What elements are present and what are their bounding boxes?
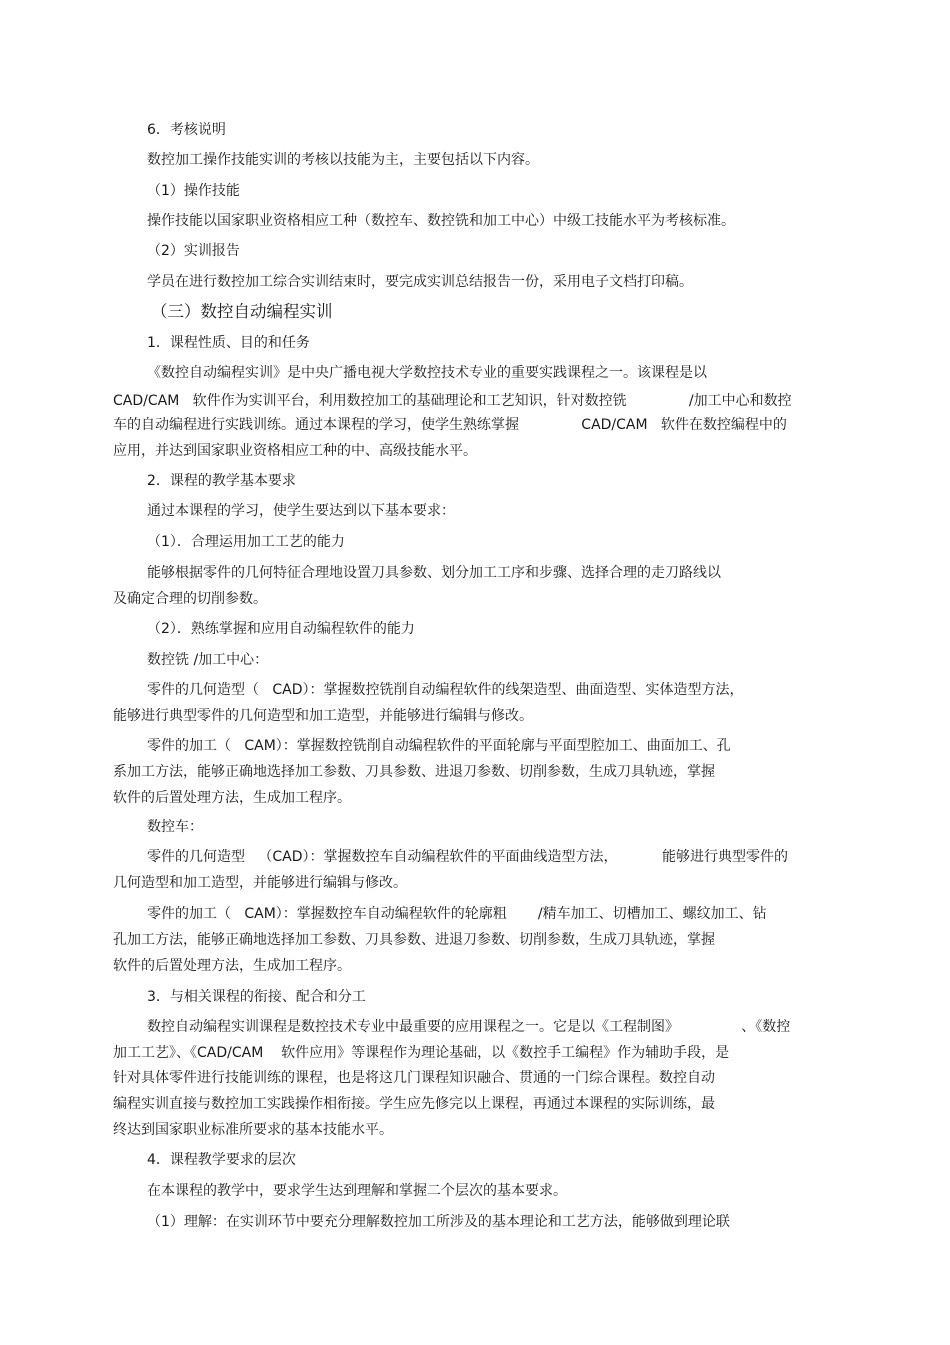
paragraph-line: 编程实训直接与数控加工实践操作相衔接。学生应先修完以上课程，再通过本课程的实际训练，最: [113, 1096, 715, 1112]
subheading-software-ability: （2）．熟练掌握和应用自动编程软件的能力: [147, 621, 415, 637]
subheading-operation-skill: （1）操作技能: [147, 183, 240, 199]
paragraph-line: 数控铣 /加工中心：: [147, 652, 269, 668]
paragraph-line: 数控自动编程实训课程是数控技术专业中最重要的应用课程之一。它是以《工程制图》 、《数控: [147, 1019, 791, 1035]
section-title: （三）数控自动编程实训: [151, 302, 333, 321]
paragraph-line: 终达到国家职业标准所要求的基本技能水平。: [113, 1122, 393, 1138]
paragraph-line: 软件的后置处理方法，生成加工程序。: [113, 958, 351, 974]
paragraph-line: 零件的几何造型（ CAD）：掌握数控铣削自动编程软件的线架造型、曲面造型、实体造型方法，: [147, 682, 744, 698]
paragraph-line: 系加工方法，能够正确地选择加工参数、刀具参数、进退刀参数、切削参数，生成刀具轨迹，掌握: [113, 764, 715, 780]
subheading-process-ability: （1）．合理运用加工工艺的能力: [147, 534, 345, 550]
paragraph-line: 《数控自动编程实训》是中央广播电视大学数控技术专业的重要实践课程之一。该课程是以: [147, 365, 707, 381]
paragraph-line: CAD/CAM 软件作为实训平台，利用数控加工的基础理论和工艺知识，针对数控铣 /加工中心和数控: [113, 393, 792, 409]
paragraph-line: 几何造型和加工造型，并能够进行编辑与修改。: [113, 875, 407, 891]
paragraph-line: 通过本课程的学习，使学生要达到以下基本要求：: [147, 503, 455, 519]
paragraph-line: 应用，并达到国家职业资格相应工种的中、高级技能水平。: [113, 443, 477, 459]
heading-basic-requirements: 2．课程的教学基本要求: [147, 473, 296, 489]
paragraph-line: 软件的后置处理方法，生成加工程序。: [113, 790, 351, 806]
paragraph-line: 数控加工操作技能实训的考核以技能为主，主要包括以下内容。: [147, 152, 539, 168]
paragraph-line: 车的自动编程进行实践训练。通过本课程的学习，使学生熟练掌握 CAD/CAM 软件在数控编程中的: [113, 417, 787, 433]
paragraph-line: 操作技能以国家职业资格相应工种（数控车、数控铣和加工中心）中级工技能水平为考核标准。: [147, 213, 735, 229]
paragraph-line: 在本课程的教学中，要求学生达到理解和掌握二个层次的基本要求。: [147, 1183, 567, 1199]
heading-assessment: 6．考核说明: [147, 122, 226, 138]
paragraph-line: 针对具体零件进行技能训练的课程，也是将这几门课程知识融合、贯通的一门综合课程。数控自动: [113, 1070, 715, 1086]
paragraph-line: 学员在进行数控加工综合实训结束时，要完成实训总结报告一份，采用电子文档打印稿。: [147, 274, 693, 290]
heading-related-courses: 3．与相关课程的衔接、配合和分工: [147, 989, 366, 1005]
heading-requirement-levels: 4．课程教学要求的层次: [147, 1152, 296, 1168]
subheading-training-report: （2）实训报告: [147, 243, 240, 259]
paragraph-line: 孔加工方法，能够正确地选择加工参数、刀具参数、进退刀参数、切削参数，生成刀具轨迹，掌握: [113, 932, 715, 948]
paragraph-line: 能够根据零件的几何特征合理地设置刀具参数、划分加工工序和步骤、选择合理的走刀路线以: [147, 565, 721, 581]
paragraph-line: 零件的几何造型 （CAD）：掌握数控车自动编程软件的平面曲线造型方法， 能够进行典型零件的: [147, 849, 788, 865]
paragraph-line: （1）理解：在实训环节中要充分理解数控加工所涉及的基本理论和工艺方法，能够做到理论联: [147, 1214, 730, 1230]
paragraph-line: 加工工艺》、《CAD/CAM 软件应用》等课程作为理论基础，以《数控手工编程》作为辅助手段，是: [113, 1045, 730, 1061]
heading-course-nature: 1．课程性质、目的和任务: [147, 335, 310, 351]
paragraph-line: 能够进行典型零件的几何造型和加工造型，并能够进行编辑与修改。: [113, 708, 533, 724]
paragraph-line: 零件的加工（ CAM）：掌握数控车自动编程软件的轮廓粗 /精车加工、切槽加工、螺纹加工、钻: [147, 906, 767, 922]
paragraph-line: 数控车：: [147, 819, 203, 835]
paragraph-line: 零件的加工（ CAM）：掌握数控铣削自动编程软件的平面轮廓与平面型腔加工、曲面加工、孔: [147, 738, 731, 754]
paragraph-line: 及确定合理的切削参数。: [113, 591, 267, 607]
